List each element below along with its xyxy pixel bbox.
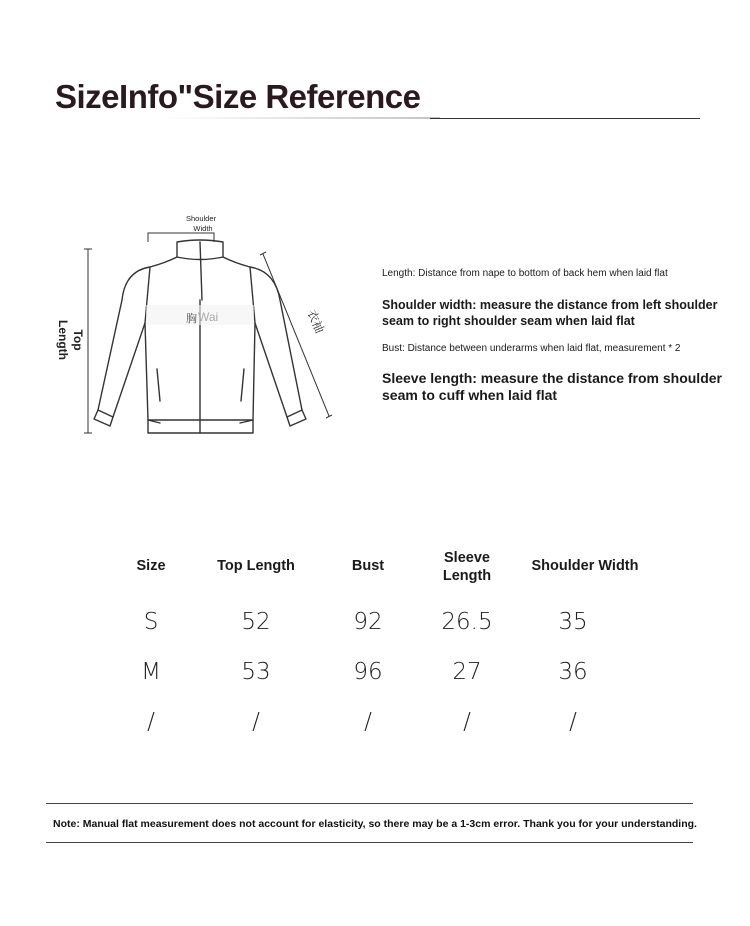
length-description: Length: Distance from nape to bottom of back hem when laid flat xyxy=(382,268,668,279)
shoulder-width-label: Shoulder xyxy=(185,214,217,223)
table-cell: S xyxy=(143,609,159,635)
title-divider xyxy=(430,118,700,119)
table-cell: / xyxy=(569,709,577,735)
sleeve-label: 衣袖 xyxy=(304,307,327,336)
note-divider-bottom xyxy=(46,842,693,843)
header-top-length: Top Length xyxy=(217,558,295,574)
table-cell: 26.5 xyxy=(441,609,493,635)
watermark-text: Wai xyxy=(198,310,219,324)
header-size: Size xyxy=(136,558,166,574)
header-bust: Bust xyxy=(351,558,385,574)
header-sleeve-length: Length xyxy=(442,568,492,584)
sleeve-description: Sleeve length: measure the distance from shoulder seam to cuff when laid flat xyxy=(382,370,722,403)
title-fade-divider xyxy=(160,117,440,119)
table-cell: 52 xyxy=(241,609,271,635)
shoulder-width-label-2: Width xyxy=(193,224,213,233)
note-divider-top xyxy=(46,803,693,804)
table-cell: / xyxy=(252,709,260,735)
table-cell: 53 xyxy=(241,659,271,685)
table-cell: / xyxy=(364,709,372,735)
top-length-label: Top xyxy=(71,329,85,351)
shoulder-description: Shoulder width: measure the distance from left shoulder seam to right shoulder seam when laid flat xyxy=(382,298,718,328)
table-cell: / xyxy=(147,709,155,735)
header-sleeve: Sleeve xyxy=(444,550,490,566)
table-cell: M xyxy=(141,659,161,685)
jacket-diagram xyxy=(40,205,340,445)
table-cell: / xyxy=(463,709,471,735)
top-length-label-2: Length xyxy=(56,320,70,360)
bust-description: Bust: Distance between underarms when laid flat, measurement * 2 xyxy=(382,343,681,354)
table-cell: 27 xyxy=(452,659,482,685)
chest-label: 胸 xyxy=(186,312,197,325)
table-cell: 96 xyxy=(353,659,383,685)
header-shoulder-width: Shoulder Width xyxy=(531,558,639,574)
table-cell: 92 xyxy=(353,609,383,635)
table-cell: 35 xyxy=(558,609,588,635)
measurement-note: Note: Manual flat measurement does not account for elasticity, so there may be a 1-3cm error. Thank you for your understanding. xyxy=(53,818,697,830)
table-cell: 36 xyxy=(558,659,588,685)
page-title: SizeInfo"Size Reference xyxy=(55,78,421,115)
